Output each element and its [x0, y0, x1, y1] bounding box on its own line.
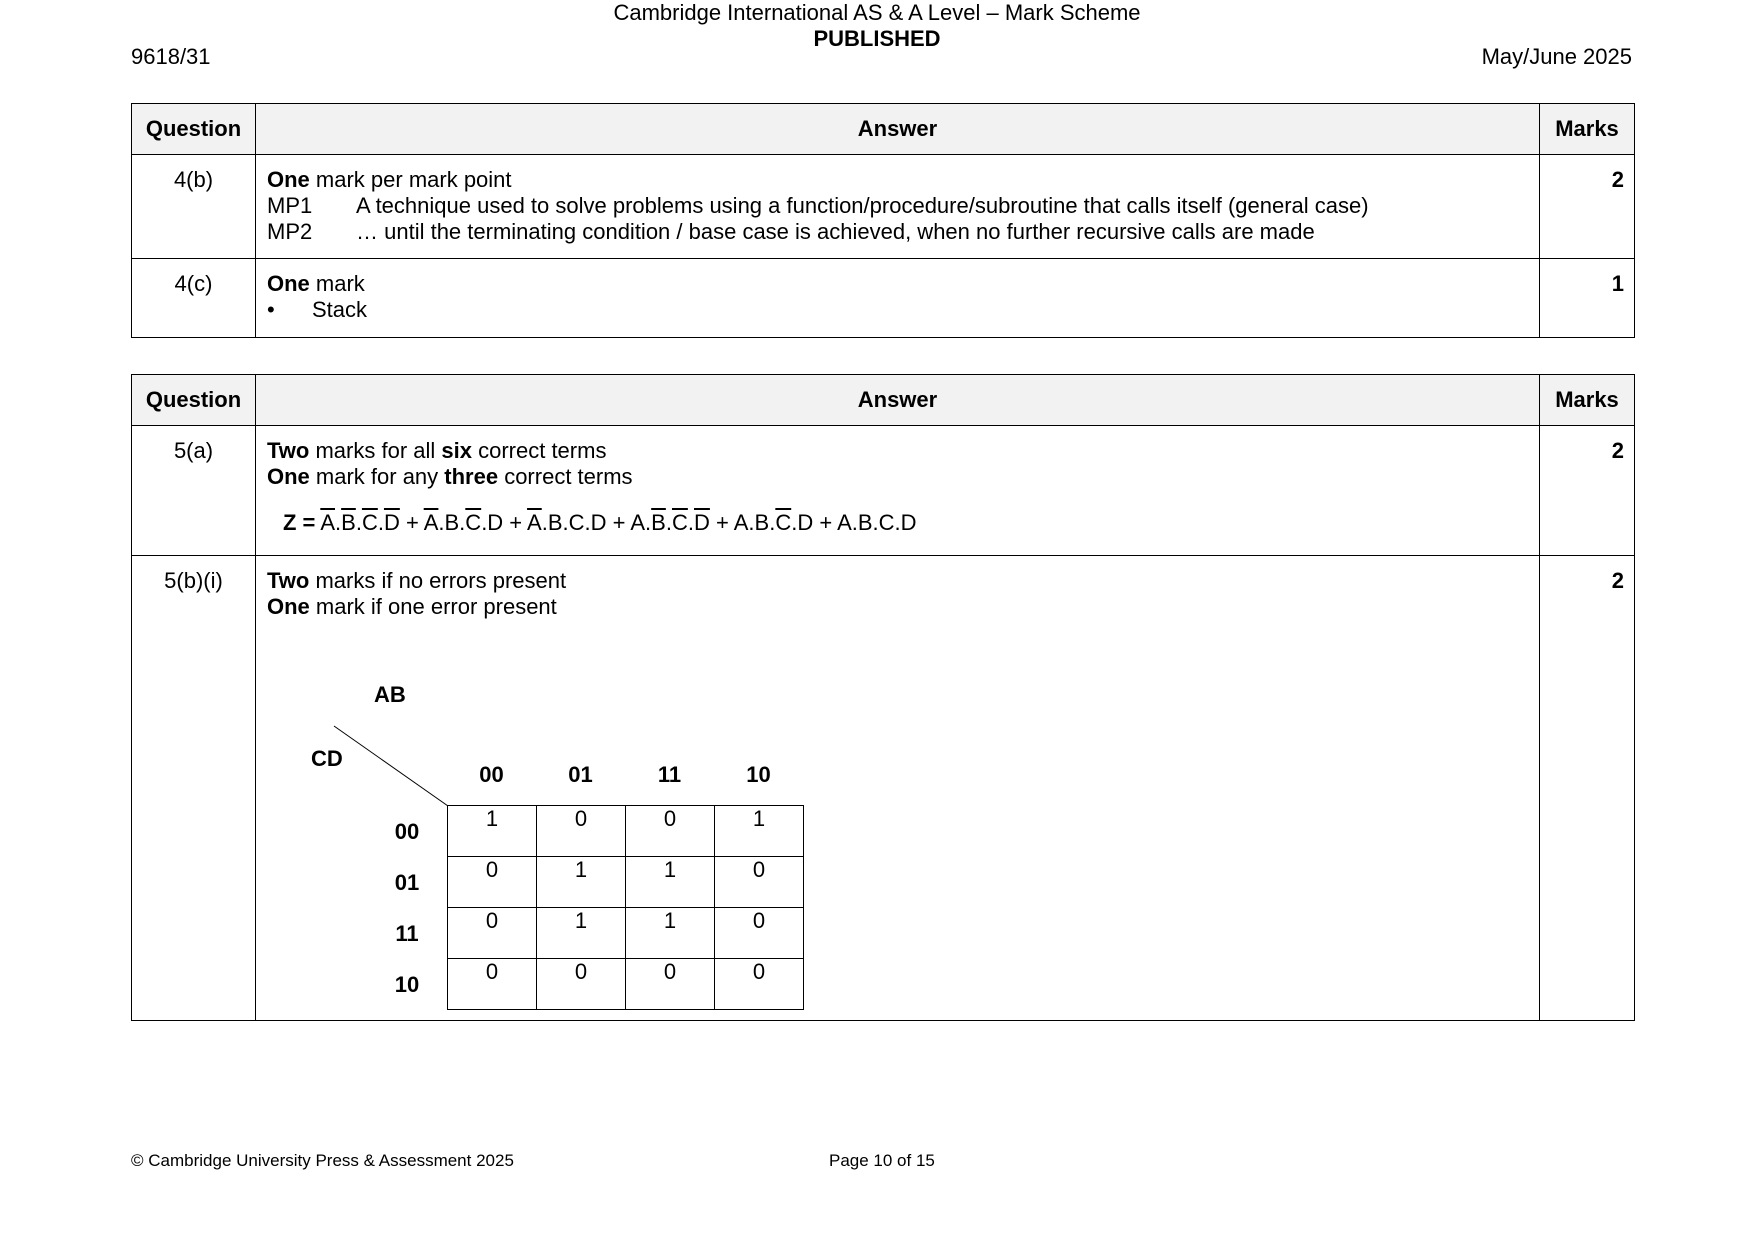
marks-value: 2 [1540, 155, 1635, 259]
answer-line-2: One mark if one error present [267, 594, 557, 619]
question-number: 5(b)(i) [132, 556, 256, 1021]
question-number: 5(a) [132, 426, 256, 556]
answer-line-1: Two marks for all six correct terms [267, 438, 607, 463]
kmap-cell: 0 [448, 908, 537, 959]
boolean-expression: $Z = \overline{A}.\overline{B}.\overline{C}.\overline{D} + \overline{A}.B.\overline{C}.D + \overline{A}.B.C.D + A.\overline{B}.\overline{C}.\overline{D} + A.B.\overline{C}.D + A.B.C.D$ [283, 510, 917, 535]
expression-lhs: Z = [283, 510, 316, 535]
table-row-4b [132, 155, 1635, 259]
page-number: Page 10 of 15 [829, 1151, 935, 1170]
answer-intro: One mark per mark point [267, 167, 512, 192]
kmap-row [448, 806, 804, 857]
kmap-cell: 0 [715, 959, 804, 1010]
paper-code: 9618/31 [131, 44, 211, 69]
kmap-col-header: 10 [746, 762, 771, 787]
header-answer: Answer [256, 104, 1540, 155]
mark-point-1: MP1 A technique used to solve problems using a function/procedure/subroutine that calls itself (general case) [267, 193, 1369, 218]
kmap-col-header: 11 [657, 762, 682, 787]
answer-intro: One mark [267, 271, 365, 296]
published-status: PUBLISHED [813, 26, 941, 51]
answer-cell [256, 426, 1540, 556]
answer-cell [256, 556, 1540, 1021]
kmap-row-header: 00 [394, 819, 420, 844]
kmap-row [448, 908, 804, 959]
kmap-col-header: 01 [568, 762, 593, 787]
kmap-cell: 0 [626, 806, 715, 857]
list-item: • Stack [267, 297, 368, 322]
kmap-row [448, 857, 804, 908]
kmap-ab-label: AB [374, 682, 406, 707]
header-answer: Answer [256, 375, 1540, 426]
marks-value: 2 [1540, 426, 1635, 556]
marks-value: 1 [1540, 259, 1635, 338]
kmap-row-header: 01 [394, 870, 420, 895]
header-marks: Marks [1540, 104, 1635, 155]
kmap-cell: 1 [448, 806, 537, 857]
kmap-cell: 1 [537, 857, 626, 908]
header-question: Question [132, 375, 256, 426]
mark-point-2: MP2 … until the terminating condition / base case is achieved, when no further recursive calls are made [267, 219, 1315, 244]
copyright-notice: © Cambridge University Press & Assessment 2025 [131, 1151, 514, 1170]
kmap-cell: 0 [537, 959, 626, 1010]
kmap-row [448, 959, 804, 1010]
kmap-cd-label: CD [311, 746, 343, 771]
header-marks: Marks [1540, 375, 1635, 426]
question-number: 4(c) [132, 259, 256, 338]
mark-scheme-table-q5 [131, 374, 1635, 1021]
karnaugh-map [267, 620, 1529, 1010]
answer-line-2: One mark for any three correct terms [267, 464, 633, 489]
kmap-cell: 1 [537, 908, 626, 959]
answer-cell [256, 259, 1540, 338]
kmap-cell: 1 [626, 908, 715, 959]
kmap-cell: 0 [537, 806, 626, 857]
table-header-row [132, 375, 1635, 426]
kmap-cell: 0 [715, 857, 804, 908]
document-title: Cambridge International AS & A Level – Mark Scheme [613, 0, 1141, 25]
marks-value: 2 [1540, 556, 1635, 1021]
kmap-diagonal-line [267, 620, 467, 820]
kmap-row-header: 11 [395, 921, 419, 946]
header-question: Question [132, 104, 256, 155]
kmap-grid [447, 805, 804, 1010]
kmap-cell: 0 [448, 857, 537, 908]
table-row-4c [132, 259, 1635, 338]
table-header-row [132, 104, 1635, 155]
answer-line-1: Two marks if no errors present [267, 568, 567, 593]
exam-session: May/June 2025 [1481, 44, 1632, 69]
kmap-cell: 1 [715, 806, 804, 857]
question-number: 4(b) [132, 155, 256, 259]
table-row-5a [132, 426, 1635, 556]
kmap-row-header: 10 [394, 972, 420, 997]
answer-cell [256, 155, 1540, 259]
mark-scheme-table-q4 [131, 103, 1635, 338]
kmap-col-header: 00 [479, 762, 504, 787]
kmap-cell: 1 [626, 857, 715, 908]
kmap-cell: 0 [626, 959, 715, 1010]
kmap-cell: 0 [448, 959, 537, 1010]
table-row-5bi [132, 556, 1635, 1021]
kmap-cell: 0 [715, 908, 804, 959]
